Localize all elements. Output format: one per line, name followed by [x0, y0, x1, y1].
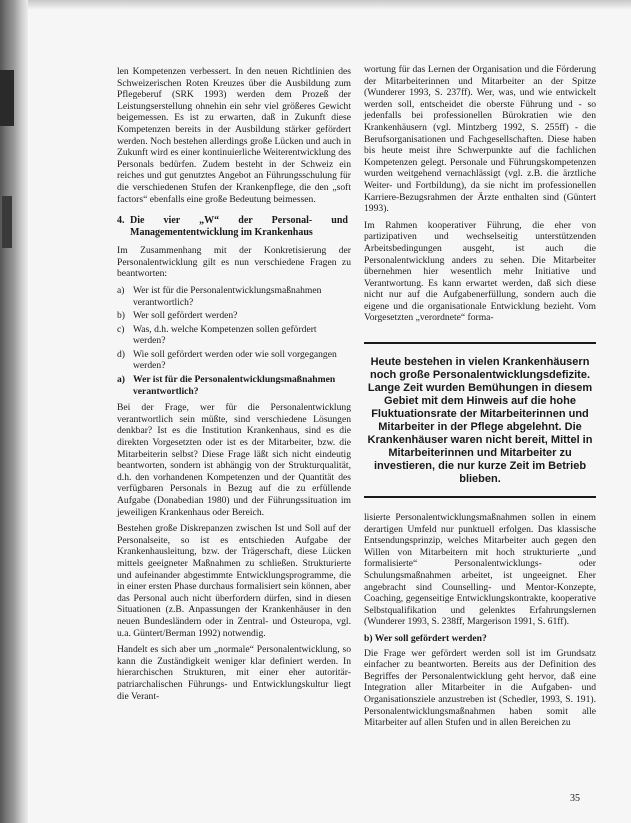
list-key: c): [117, 323, 125, 335]
pull-quote: Heute bestehen in vielen Krankenhäusern noch große Personalentwicklungsdefizite. Lange Zeit wurden Bemühungen in diesem Gebiet mit dem Hinweis auf die hohe Fluktuationsrate der Mitarbeiterinnen und Mitarbeiter in der Pflege abgelehnt. Die Krankenhäuser waren nicht bereit, Mittel in Mitarbeiterinnen und Mitarbeiter zu investieren, die nur kurze Zeit im Betrieb blieben.: [364, 342, 596, 498]
list-key: a): [117, 284, 125, 296]
section-heading: [117, 215, 351, 239]
list-item: [117, 324, 351, 347]
page-top-shadow: [28, 0, 631, 10]
list-key: a): [117, 374, 125, 386]
spine-mark: [2, 196, 12, 248]
paragraph: Bei der Frage, wer für die Personalentwicklung verantwortlich sein müßte, sind verschiedene Lösungen denkbar? Ist es die Institution Krankenhaus, sind es die direkten Vorgesetzten oder ist es der Mitarbeiter, bzw. die Mitarbeiterin selbst? Diese Frage läßt sich nicht eindeutig beantworten, sondern ist abhängig von der Strukturqualität, d.h. den vorhandenen Kompetenzen und der Quantität des verfügbaren Personals in Bezug auf die zu erfüllende Aufgabe (Donabedian 1980) und der Führungssituation im jeweiligen Krankenhaus oder Bereich.: [117, 402, 351, 518]
paragraph: lisierte Personalentwicklungsmaßnahmen sollen in einem derartigen Umfeld nur punktuell erfolgen. Das klassische Entsendungsprinzip, welches Mitarbeiter auch gegen den Willen von Mitarbeitern mit hoch strukturierte „und formalisierte“ Personalentwicklungs- oder Schulungsmaßnahmen arbeitet, ist ungeeignet. Eher angebracht sind Counselling- und Mentor-Konzepte, Coaching, gegenseitige Entwicklungskontrakte, kooperative Selbstqualifikation und gelenktes Erfahrungslernen (Wunderer 1993, S. 238ff, Margerison 1991, S. 61ff).: [364, 512, 596, 628]
section-number: 4.: [117, 215, 125, 227]
page-number: 35: [570, 793, 580, 804]
list-key: b): [117, 310, 125, 322]
paragraph: wortung für das Lernen der Organisation und die Förderung der Mitarbeiterinnen und Mitarbeiter an der Spitze (Wunderer 1993, S. 237ff). Wer, was, und wie entwickelt werden soll, entscheidet die oberste Führung und - so jedenfalls bei professionellen Bürokratien wie den Krankenhäusern (vgl. Mintzberg 1992, S. 255ff) - die Berufsorganisationen und Fachgesellschaften. Diese haben bis heute meist ihre Schwerpunkte auf die fachlichen Kompetenzen gelegt. Personale und Führungskompetenzen wurden weitgehend vernachlässigt (vgl. z.B. die ärztliche Weiter- und Fortbildung), da sie nicht im professionellen Karriere-Bezugsrahmen der Ärzte enthalten sind (Güntert 1993).: [364, 64, 596, 215]
list-text: Wer ist für die Personalentwicklungsmaßnahmen verantwortlich?: [133, 284, 322, 308]
subheading: [117, 374, 351, 397]
list-text: Wie soll gefördert werden oder wie soll vorgegangen werden?: [133, 348, 337, 372]
paragraph: Bestehen große Diskrepanzen zwischen Ist und Soll auf der Personalseite, so ist es entschieden Aufgabe der Krankenhausleitung, bzw. der Trägerschaft, diese Lücken mittels geeigneter Maßnahmen zu schließen. Strukturierte und aufeinander abgestimmte Entwicklungsprogramme, die in einer ersten Phase durchaus formalisiert sein können, aber das Personal auch nicht überfordern dürfen, sind in diesen Situationen (z.B. Anpassungen der Krankenhäuser in den neuen Bundesländern oder in Zentral- und Osteuropa, vgl. u.a. Güntert/Berman 1992) notwendig.: [117, 523, 351, 639]
left-column: [117, 66, 351, 707]
list-text: Was, d.h. welche Kompetenzen sollen gefördert werden?: [133, 323, 317, 347]
list-text: Wer soll gefördert werden?: [133, 310, 238, 322]
list-key: d): [117, 348, 125, 360]
paragraph: Handelt es sich aber um „normale“ Personalentwicklung, so kann die Zuständigkeit weniger klar definiert werden. In hierarchischen Strukturen, mit einer eher autoritär-patriarchalischen Führungs- und Entwicklungskultur liegt die Verant-: [117, 644, 351, 702]
paragraph: Im Zusammenhang mit der Konkretisierung der Personalentwicklung gilt es nun verschiedene Fragen zu beantworten:: [117, 245, 351, 280]
question-list: [117, 285, 351, 397]
spine-mark: [0, 70, 14, 126]
list-item: [117, 285, 351, 308]
subheading: b) Wer soll gefördert werden?: [364, 633, 487, 644]
list-item: [117, 349, 351, 372]
paragraph: Im Rahmen kooperativer Führung, die eher von partizipativen und wechselseitig unterstützenden Arbeitsbedingungen ausgeht, ist auch die Personalentwicklung anders zu sehen. Die Mitarbeiter übernehmen hier wesentlich mehr Initiative und Verantwortung. Es kann erwartet werden, daß sich diese nicht nur auf die Aufgabenerfüllung, sondern auch die eigene und die organisationale Entwicklung bezieht. Vom Vorgesetzten „verordnete“ forma-: [364, 219, 596, 324]
right-column: [364, 64, 596, 734]
subheading-text: Wer ist für die Personalentwicklungsmaßnahmen verantwortlich?: [133, 374, 336, 397]
paragraph: len Kompetenzen verbessert. In den neuen Richtlinien des Schweizerischen Roten Kreuzes über die Ausbildung zum Pflegeberuf (SRK 1993) werden dem Prozeß der Leistungserstellung ohnehin ein sehr viel größeres Gewicht beigemessen. Es ist zu erwarten, daß in Zukunft diese Kompetenzen bereits in der Ausbildung stärker gefördert werden. Noch bestehen allerdings große Lücken und auch in Zukunft wird es einer kontinuierliche Weiterentwicklung des Personals bedürfen. Zudem besteht in der Schweiz ein reiches und gut genutztes Angebot an Führungsschulung für die verschiedenen Stufen der Krankenpflege, die den „soft factors“ ebenfalls eine große Bedeutung beimessen.: [117, 66, 351, 205]
paragraph: Die Frage wer gefördert werden soll ist im Grundsatz einfacher zu beantworten. Bereits aus der Definition des Begriffes der Personalentwicklung geht hervor, daß eine Integration aller Mitarbeiter in die Aufgaben- und Organisationsziele anzustreben ist (Schedler, 1993, S. 191). Personalentwicklungsmaßnahmen haben somit alle Mitarbeiter auf allen Stufen und in allen Bereichen zu: [364, 647, 596, 729]
list-item: [117, 310, 351, 322]
section-title: Die vier „W“ der Personal- und Managemententwicklung im Krankenhaus: [130, 215, 348, 239]
